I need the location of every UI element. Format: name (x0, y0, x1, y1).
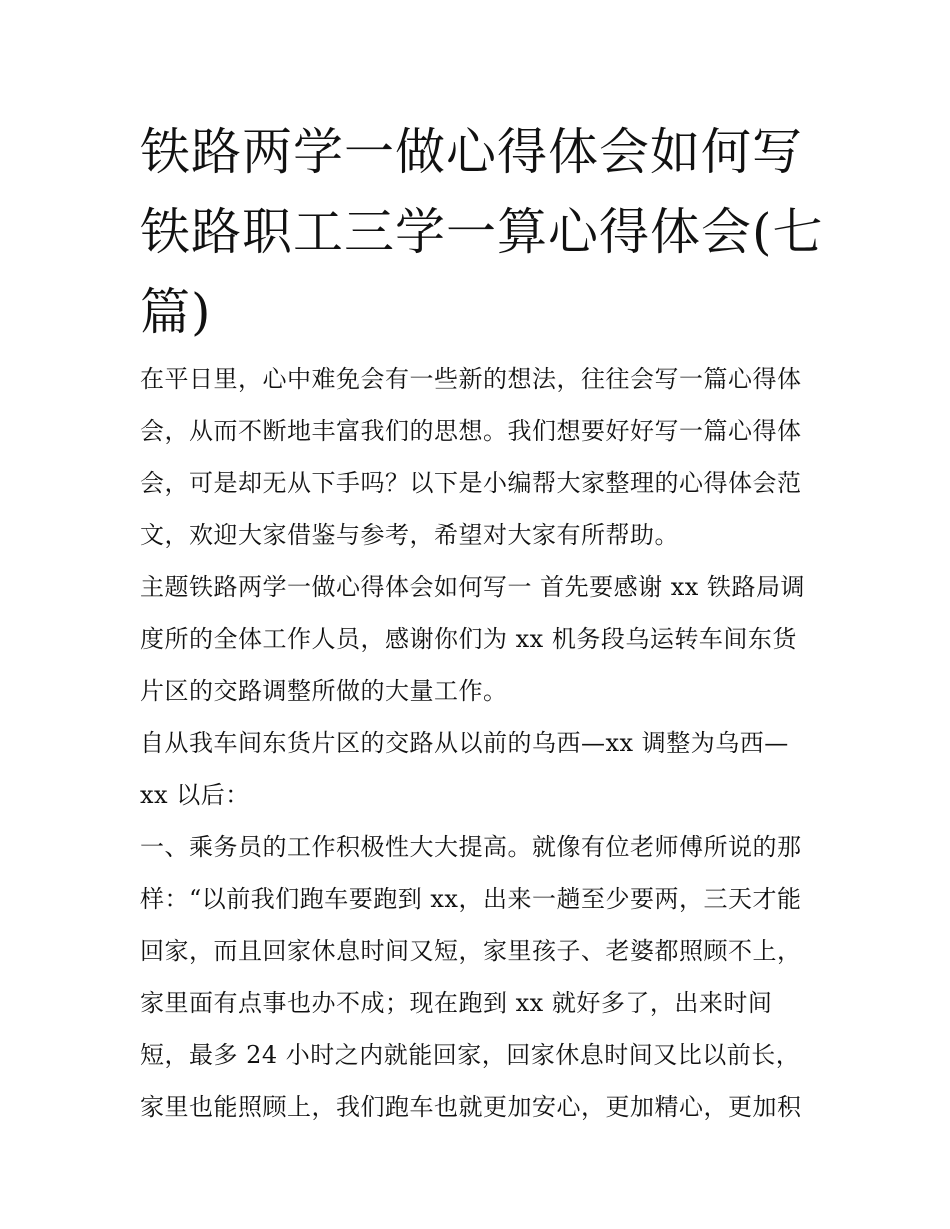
paragraph-intro (140, 353, 830, 561)
text-line: 在平日里，心中难免会有一些新的想法，往往会写一篇心得体 (140, 365, 802, 393)
text-line: 自从我车间东货片区的交路从以前的乌西—xx 调整为乌西— (140, 729, 789, 757)
text-line: 家里面有点事也办不成；现在跑到 xx 就好多了，出来时间 (140, 989, 773, 1017)
paragraph-point-one (140, 821, 830, 1133)
document-body (140, 353, 830, 1133)
text-line: 会，从而不断地丰富我们的思想。我们想要好好写一篇心得体 (140, 417, 802, 445)
text-line: 度所的全体工作人员，感谢你们为 xx 机务段乌运转车间东货 (140, 625, 797, 653)
text-line: 回家，而且回家休息时间又短，家里孩子、老婆都照顾不上， (140, 937, 802, 965)
title-line: 铁路职工三学一算心得体会(七 (140, 203, 824, 261)
text-line: 样：“以前我们跑车要跑到 xx，出来一趟至少要两，三天才能 (140, 885, 802, 913)
text-line: xx 以后： (140, 781, 250, 809)
text-line: 片区的交路调整所做的大量工作。 (140, 677, 508, 705)
text-line: 文，欢迎大家借鉴与参考，希望对大家有所帮助。 (140, 521, 679, 549)
text-line: 主题铁路两学一做心得体会如何写一 首先要感谢 xx 铁路局调 (140, 573, 805, 601)
title-line: 篇) (140, 283, 212, 341)
text-line: 短，最多 24 小时之内就能回家，回家休息时间又比以前长， (140, 1041, 801, 1069)
text-line: 家里也能照顾上，我们跑车也就更加安心，更加精心，更加积 (140, 1093, 802, 1121)
paragraph-topic (140, 561, 830, 717)
paragraph-route-change (140, 717, 830, 821)
text-line: 会，可是却无从下手吗？以下是小编帮大家整理的心得体会范 (140, 469, 802, 497)
title-line: 铁路两学一做心得体会如何写 (140, 123, 803, 181)
document-title (140, 112, 830, 352)
text-line: 一、乘务员的工作积极性大大提高。就像有位老师傅所说的那 (140, 833, 802, 861)
